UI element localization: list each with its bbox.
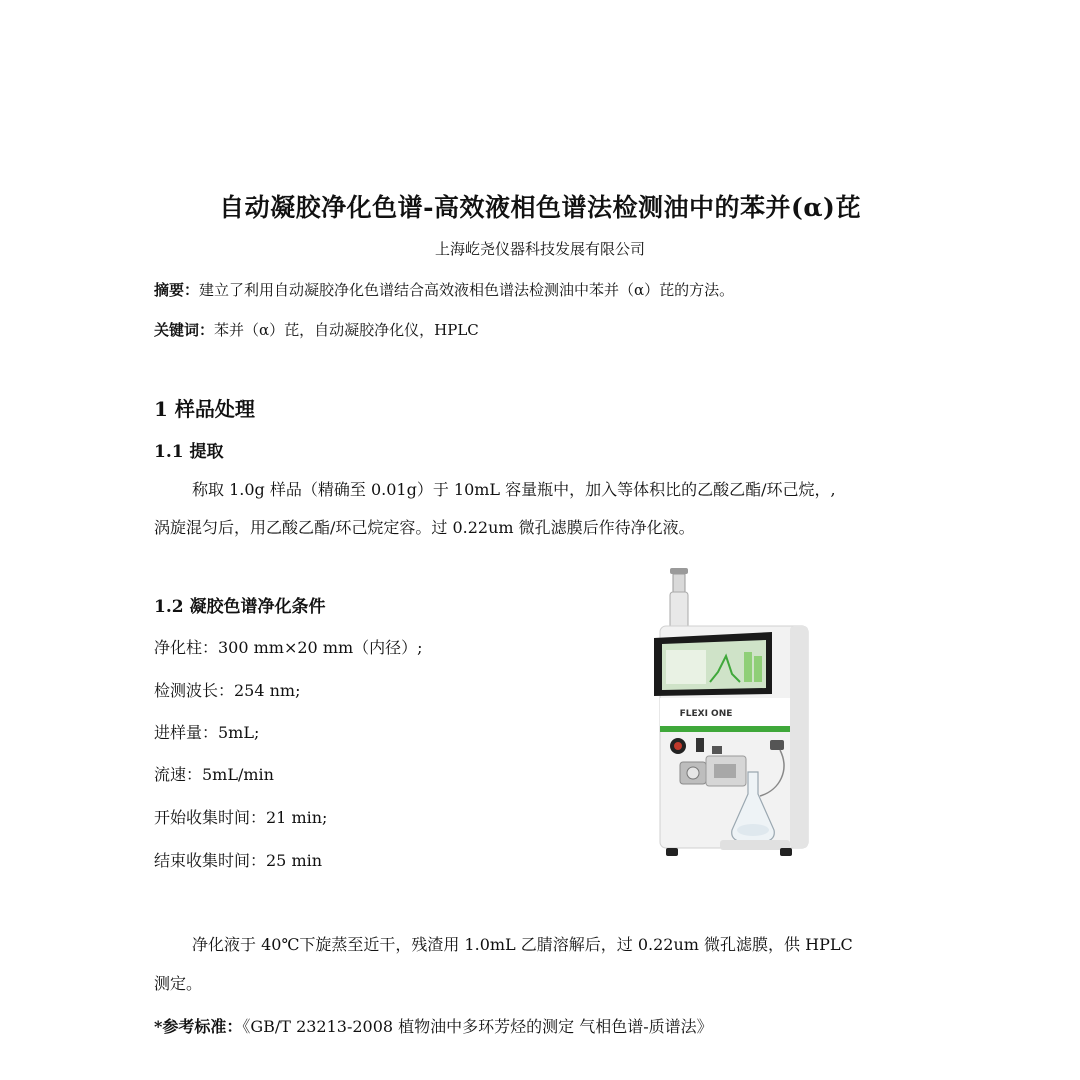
instrument-side [790, 626, 808, 848]
accent-stripe [660, 726, 790, 732]
section-heading-sample-processing: 1 样品处理 [154, 397, 255, 421]
post-treatment-paragraph-line-1: 净化液于 40℃下旋蒸至近干，残渣用 1.0mL 乙腈溶解后，过 0.22um 微孔滤膜，供 HPLC [192, 935, 853, 954]
abstract [154, 279, 734, 300]
condition-collect-end: 结束收集时间：25 min [154, 851, 323, 870]
gpc-instrument-image [640, 560, 820, 870]
condition-collect-start: 开始收集时间：21 min; [154, 808, 328, 827]
keywords-text: 苯并（α）芘，自动凝胶净化仪，HPLC [214, 321, 479, 339]
extraction-paragraph-line-1: 称取 1.0g 样品（精确至 0.01g）于 10mL 容量瓶中，加入等体积比的乙酸乙酯/环己烷，, [192, 480, 836, 499]
condition-injection-volume: 进样量：5mL; [154, 723, 260, 742]
foot-left [666, 848, 678, 856]
reference-label: *参考标准： [154, 1017, 243, 1036]
flask-tray [720, 840, 790, 850]
foot-right [780, 848, 792, 856]
reference-standard [154, 1014, 713, 1037]
condition-flow-rate: 流速：5mL/min [154, 765, 274, 784]
extraction-paragraph-line-2: 涡旋混匀后，用乙酸乙酯/环己烷定容。过 0.22um 微孔滤膜后作待净化液。 [154, 518, 695, 537]
subsection-heading-gpc-conditions: 1.2 凝胶色谱净化条件 [154, 597, 326, 617]
valve-right-icon [770, 740, 784, 750]
post-treatment-paragraph-line-2: 测定。 [154, 974, 203, 993]
abstract-label: 摘要： [154, 281, 200, 299]
keywords-label: 关键词： [154, 321, 215, 339]
subsection-heading-extraction: 1.1 提取 [154, 442, 224, 462]
keywords [154, 319, 479, 340]
condition-wavelength: 检测波长：254 nm; [154, 681, 301, 700]
company-name: 上海屹尧仪器科技发展有限公司 [434, 240, 645, 258]
condition-column: 净化柱：300 mm×20 mm（内径）; [154, 638, 423, 657]
abstract-text: 建立了利用自动凝胶净化色谱结合高效液相色谱法检测油中苯并（α）芘的方法。 [199, 281, 735, 299]
column-cap [670, 568, 688, 574]
document-title: 自动凝胶净化色谱-高效液相色谱法检测油中的苯并(α)芘 [219, 193, 861, 222]
reference-text: 《GB/T 23213-2008 植物油中多环芳烃的测定 气相色谱-质谱法》 [242, 1017, 713, 1036]
brand-logo: FLEXI ONE [679, 709, 733, 719]
column-top [673, 574, 685, 592]
